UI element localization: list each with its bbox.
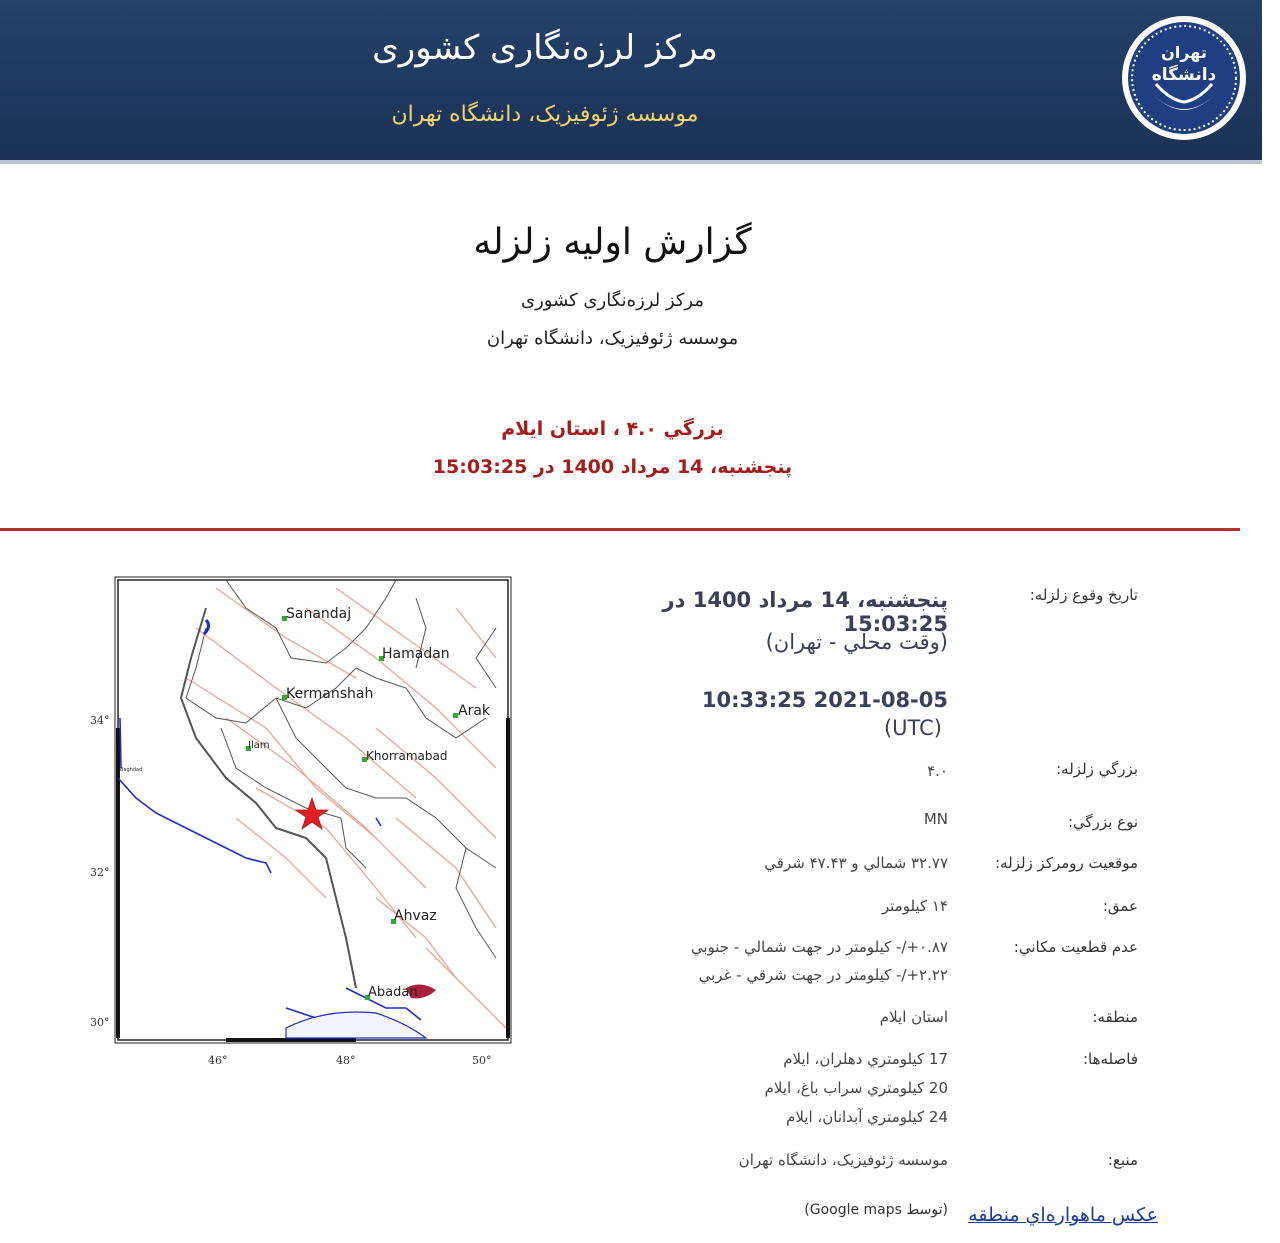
city-ahvaz: Ahvaz [394, 908, 437, 924]
datetime-headline: پنجشنبه، 14 مرداد 1400 در 15:03:25 [432, 456, 793, 478]
site-subtitle: موسسه ژئوفیزیک، دانشگاه تهران [391, 102, 699, 127]
magnitude-type-value: MN [923, 810, 948, 828]
report-title: گزارش اولیه زلزله [473, 222, 752, 263]
svg-text:دانشگاه: دانشگاه [1151, 65, 1217, 85]
satellite-note: (توسط Google maps) [804, 1202, 948, 1218]
uncertainty-label: عدم قطعيت مکاني: [1013, 938, 1138, 956]
region-label: منطقه: [1092, 1008, 1138, 1026]
date-utc-value: 2021-08-05 10:33:25 [701, 688, 948, 712]
city-baghdad: Baghdad [120, 767, 143, 773]
lon-tick-46: 46° [208, 1054, 228, 1067]
city-ilam: Ilam [248, 740, 270, 751]
magnitude-type-label: نوع بزرگي: [1067, 813, 1138, 831]
city-kermanshah: Kermanshah [286, 686, 374, 702]
lon-tick-50: 50° [472, 1054, 492, 1067]
city-abadan: Abadan [368, 985, 418, 1000]
city-arak: Arak [458, 703, 491, 719]
city-sanandaj: Sanandaj [286, 606, 352, 622]
section-divider [0, 528, 1240, 531]
depth-value: ۱۴ کيلومتر [881, 897, 948, 915]
magnitude-label: بزرگي زلزله: [1056, 760, 1138, 778]
date-label: تاریخ وقوع زلزله: [1029, 586, 1138, 604]
utc-note: (UTC) [883, 716, 942, 740]
distance-item: 24 کيلومتري آبدانان، ايلام [786, 1108, 948, 1126]
uncertainty-ew: ۲.۲۲+/- کيلومتر در جهت شرقي - غربي [698, 966, 948, 984]
date-local-value: پنجشنبه، 14 مرداد 1400 در 15:03:25 [662, 588, 948, 636]
depth-label: عمق: [1102, 897, 1138, 915]
epicenter-map[interactable] [76, 568, 526, 1067]
distance-item: 17 کيلومتري دهلران، ايلام [783, 1050, 948, 1068]
lat-tick-34: 34° [90, 714, 110, 727]
uncertainty-ns: ۰.۸۷+/- کيلومتر در جهت شمالي - جنوبي [690, 938, 948, 956]
satellite-image-link[interactable]: عکس ماهواره‌اي منطقه [968, 1204, 1158, 1226]
city-khorramabad: Khorramabad [366, 749, 448, 763]
region-value: استان ايلام [879, 1008, 948, 1026]
epicenter-label: موقعيت رومرکز زلزله: [995, 854, 1138, 872]
distances-label: فاصله‌ها: [1082, 1050, 1138, 1068]
site-title: مرکز لرزه‌نگاری کشوری [372, 28, 718, 68]
lon-tick-48: 48° [336, 1054, 356, 1067]
university-logo[interactable] [1120, 14, 1248, 142]
lat-tick-32: 32° [90, 866, 110, 879]
source-value: موسسه ژئوفيزيک، دانشگاه تهران [738, 1151, 948, 1169]
local-time-note: (وقت محلي - تهران) [765, 630, 948, 654]
header-banner [0, 0, 1262, 164]
lat-tick-30: 30° [90, 1016, 110, 1029]
svg-text:تهران: تهران [1161, 43, 1207, 62]
city-hamadan: Hamadan [382, 646, 450, 662]
report-center-name: مرکز لرزه‌نگاری کشوری [521, 290, 704, 311]
distance-item: 20 کيلومتري سراب باغ، ايلام [764, 1079, 948, 1097]
magnitude-headline: بزرگي ۴.۰ ، استان ايلام [501, 418, 724, 440]
magnitude-value: ۴.۰ [927, 762, 948, 780]
source-label: منبع: [1107, 1151, 1138, 1169]
epicenter-value: ۳۲.۷۷ شمالي و ۴۷.۴۳ شرقي [764, 854, 948, 872]
report-institute: موسسه ژئوفیزیک، دانشگاه تهران [486, 328, 739, 349]
